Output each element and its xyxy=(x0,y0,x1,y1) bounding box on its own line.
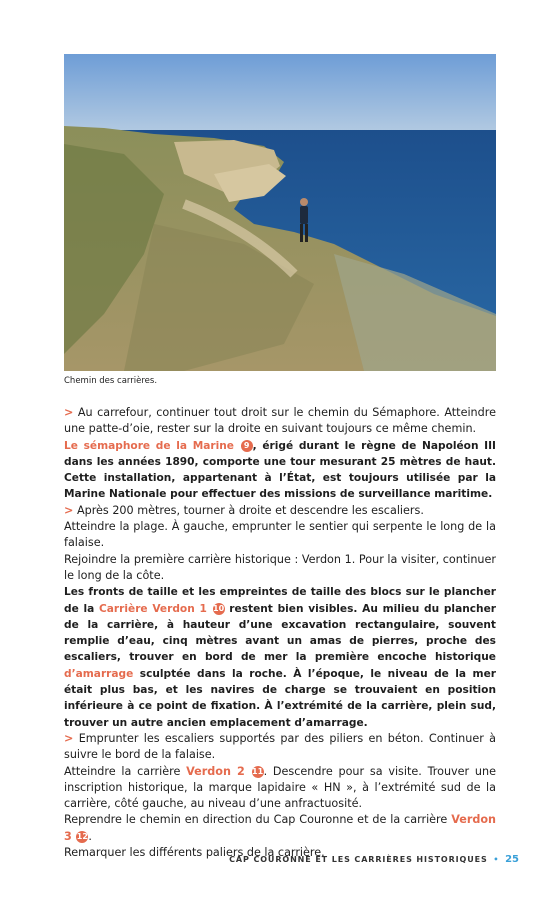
main-text xyxy=(64,405,496,861)
photo-illustration xyxy=(64,54,496,371)
paragraph-7: > Emprunter les escaliers supportés par des piliers en béton. Continuer à suivre le bord de la falaise. xyxy=(64,731,497,762)
waypoint-10-badge: 10 xyxy=(213,603,225,613)
footer-separator: • xyxy=(493,855,500,864)
paragraph-6: Les fronts de taille et les empreintes de taille des blocs sur le plancher de la Carrière Verdon 1 10 restent bien visibles. Au milieu du plancher de la carrière, à hauteur d’une excavation rectangulaire, souvent remplie d’eau, cinq mètres avant un amas de pierres, proche des escaliers, trouver en bord de mer la première encoche historique d’amarrage sculptée dans la roche. À l’époque, le niveau de la mer était plus bas, et les navires de charge se trouvaient en position inférieure à ce point de fixation. À l’extrémité de la carrière, plein sud, trouver un autre ancien emplacement d’amarrage. xyxy=(64,586,496,729)
paragraph-4: Atteindre la plage. À gauche, emprunter le sentier qui serpente le long de la falaise. xyxy=(64,520,496,550)
paragraph-3: > Après 200 mètres, tourner à droite et descendre les escaliers. xyxy=(64,503,424,517)
paragraph-5: Rejoindre la première carrière historique : Verdon 1. Pour la visiter, continuer le long de la côte. xyxy=(64,552,496,582)
page-number: 25 xyxy=(505,854,519,865)
arrow-icon: > xyxy=(64,503,74,517)
arrow-icon: > xyxy=(64,406,74,419)
waypoint-11-badge: 11 xyxy=(252,766,264,776)
link-amarrage[interactable]: d’amarrage xyxy=(64,667,134,680)
sky xyxy=(64,54,496,134)
page-footer xyxy=(229,854,519,865)
paragraph-9: Reprendre le chemin en direction du Cap Couronne et de la carrière Verdon 3 12. xyxy=(64,813,496,843)
link-semaphore[interactable]: Le sémaphore de la Marine xyxy=(64,439,234,452)
link-verdon-3[interactable]: Verdon 3 xyxy=(64,813,496,843)
arrow-icon: > xyxy=(64,731,74,745)
waypoint-9-badge: 9 xyxy=(241,440,253,452)
paragraph-8: Atteindre la carrière Verdon 2 11. Descendre pour sa visite. Trouver une inscription historique, la marque lapidaire « HN », à l’extrémité sud de la carrière, côté gauche, au niveau d’une anfractuosité. xyxy=(64,764,496,811)
waypoint-12-badge: 12 xyxy=(76,831,88,841)
chapter-title: CAP COURONNE ET LES CARRIÈRES HISTORIQUES xyxy=(229,855,488,864)
paragraph-2: Le sémaphore de la Marine 9 , érigé durant le règne de Napoléon III dans les années 1890, comporte une tour mesurant 25 mètres de haut. Cette installation, appartenant à l’État, est toujours utilisée par la Marine Nationale pour effectuer des missions de surveillance maritime. xyxy=(64,439,496,501)
paragraph-10: Remarquer les différents paliers de la carrière. xyxy=(64,846,325,860)
link-verdon-1[interactable]: Carrière Verdon 1 xyxy=(99,602,207,615)
link-verdon-2[interactable]: Verdon 2 xyxy=(186,764,245,778)
coastal-path-photo xyxy=(64,54,496,371)
photo-caption: Chemin des carrières. xyxy=(64,376,158,386)
paragraph-1: > Au carrefour, continuer tout droit sur le chemin du Sémaphore. Atteindre une patte-d’oie, rester sur la droite en suivant toujours ce même chemin. xyxy=(64,406,496,436)
